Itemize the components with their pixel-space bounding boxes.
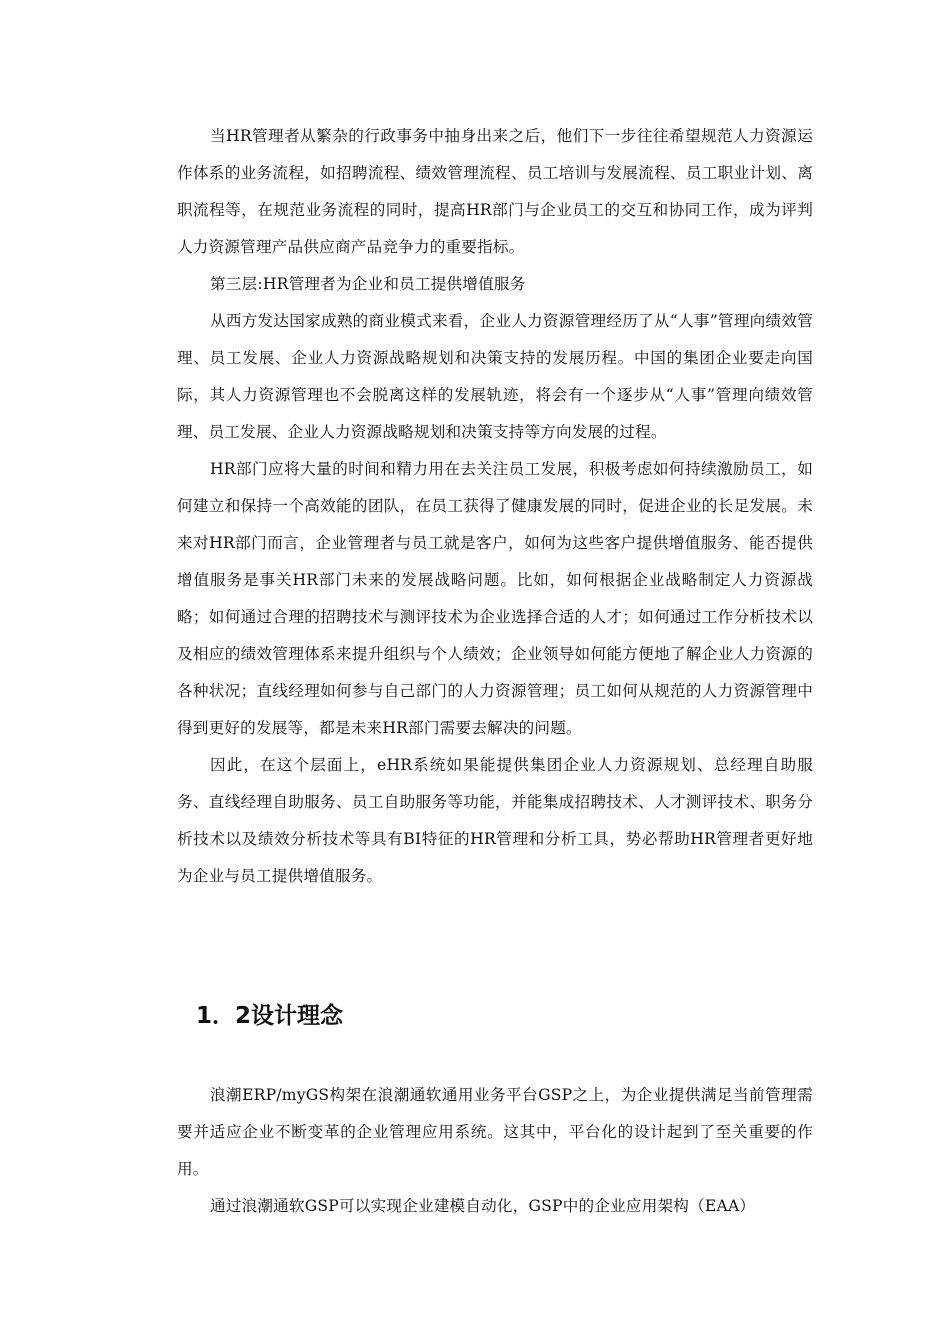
paragraph-ehr-system: 因此，在这个层面上，eHR系统如果能提供集团企业人力资源规划、总经理自助服务、直线经理自助服务、员工自助服务等功能，并能集成招聘技术、人才测评技术、职务分析技术以及绩效分析技术等具有BI特征的HR管理和分析工具，势必帮助HR管理者更好地为企业与员工提供增值服务。 bbox=[177, 756, 813, 885]
body-text-lower bbox=[177, 1077, 813, 1225]
paragraph-western-model: 从西方发达国家成熟的商业模式来看，企业人力资源管理经历了从“人事”管理向绩效管理、员工发展、企业人力资源战略规划和决策支持的发展历程。中国的集团企业要走向国际，其人力资源管理也不会脱离这样的发展轨迹，将会有一个逐步从“人事”管理向绩效管理、员工发展、企业人力资源战略规划和决策支持等方向发展的过程。 bbox=[177, 312, 813, 441]
paragraph-hr-department: HR部门应将大量的时间和精力用在去关注员工发展，积极考虑如何持续激励员工，如何建立和保持一个高效能的团队，在员工获得了健康发展的同时，促进企业的长足发展。未来对HR部门而言，企业管理者与员工就是客户，如何为这些客户提供增值服务、能否提供增值服务是事关HR部门未来的发展战略问题。比如，如何根据企业战略制定人力资源战略；如何通过合理的招聘技术与测评技术为企业选择合适的人才；如何通过工作分析技术以及相应的绩效管理体系来提升组织与个人绩效；企业领导如何能方便地了解企业人力资源的各种状况；直线经理如何参与自己部门的人力资源管理；员工如何从规范的人力资源管理中得到更好的发展等，都是未来HR部门需要去解决的问题。 bbox=[177, 460, 813, 737]
paragraph-gsp-modeling: 通过浪潮通软GSP可以实现企业建模自动化，GSP中的企业应用架构（EAA） bbox=[210, 1197, 756, 1215]
section-heading: 1．2设计理念 bbox=[196, 1003, 344, 1029]
paragraph-hr-workflow: 当HR管理者从繁杂的行政事务中抽身出来之后，他们下一步往往希望规范人力资源运作体系的业务流程，如招聘流程、绩效管理流程、员工培训与发展流程、员工职业计划、离职流程等，在规范业务流程的同时，提高HR部门与企业员工的交互和协同工作，成为评判人力资源管理产品供应商产品竞争力的重要指标。 bbox=[177, 127, 813, 256]
body-text-upper bbox=[177, 118, 813, 895]
paragraph-third-level-title: 第三层:HR管理者为企业和员工提供增值服务 bbox=[210, 275, 526, 293]
paragraph-erp-mygs: 浪潮ERP/myGS构架在浪潮通软通用业务平台GSP之上，为企业提供满足当前管理需要并适应企业不断变革的企业管理应用系统。这其中，平台化的设计起到了至关重要的作用。 bbox=[177, 1086, 813, 1178]
